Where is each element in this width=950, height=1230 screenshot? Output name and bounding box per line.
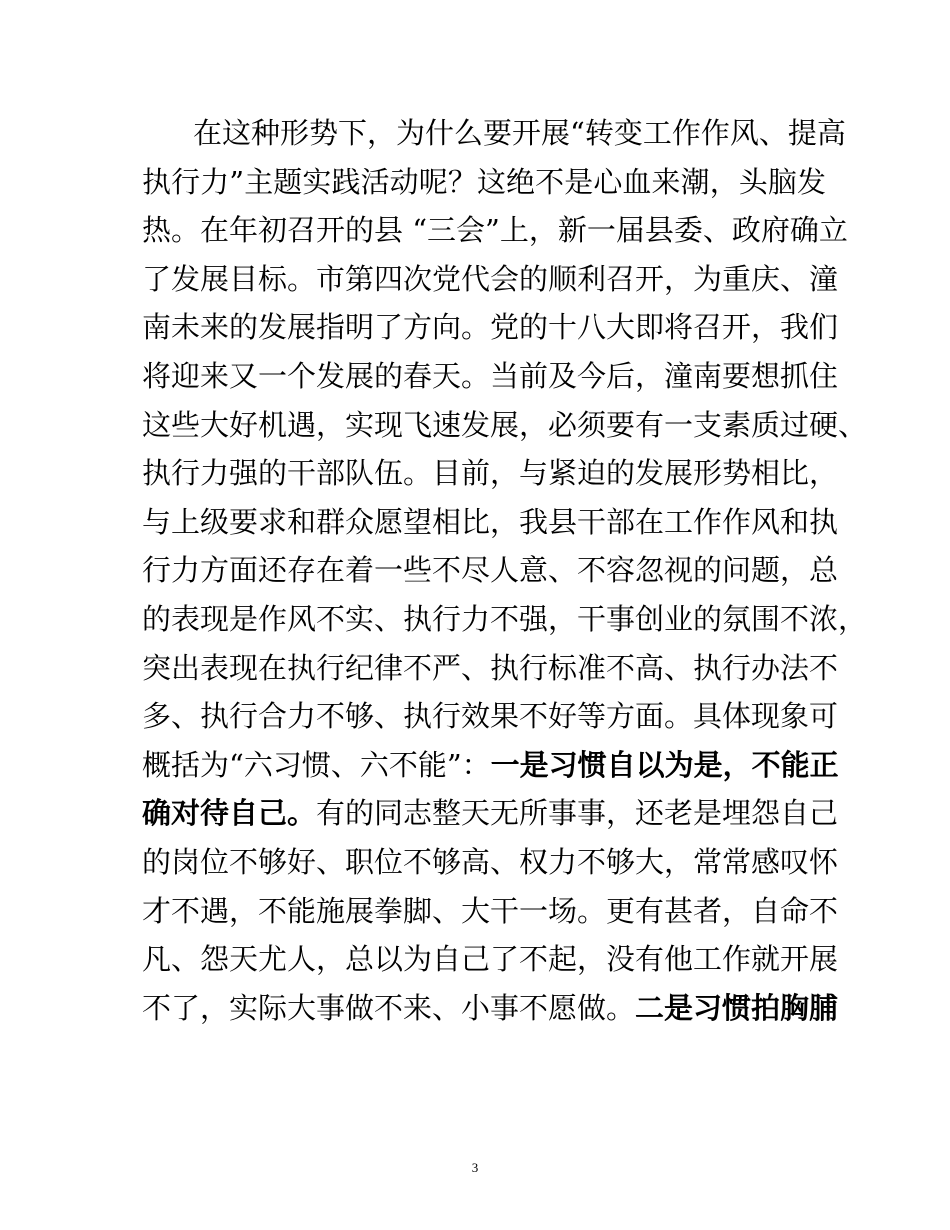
text-line bbox=[142, 449, 839, 497]
text-segment: 执行力强的干部队伍。目前，与紧迫的发展形势相比， bbox=[142, 456, 839, 491]
text-segment: 的岗位不够好、职位不够高、权力不够大，常常感叹怀 bbox=[142, 845, 839, 879]
bold-text-segment: 一是习惯自以为是，不能正 bbox=[490, 747, 839, 782]
text-segment: 了发展目标。市第四次党代会的顺利召开，为重庆、潼 bbox=[142, 261, 839, 296]
text-segment: 的表现是作风不实、执行力不强，干事创业的氛围不浓， bbox=[142, 602, 868, 636]
text-segment: 概括为“六习惯、六不能”： bbox=[142, 747, 491, 782]
text-segment: 将迎来又一个发展的春天。当前及今后，潼南要想抓住 bbox=[142, 359, 839, 393]
text-line bbox=[142, 789, 839, 837]
text-line bbox=[142, 595, 868, 643]
text-segment: 在这种形势下，为什么要开展“转变工作作风、提高 bbox=[193, 116, 846, 150]
text-line bbox=[142, 303, 839, 351]
text-segment: 南未来的发展指明了方向。党的十八大即将召开，我们 bbox=[142, 310, 839, 345]
bold-text-segment: 二是习惯拍胸脯 bbox=[635, 990, 839, 1025]
text-segment: 行力方面还存在着一些不尽人意、不容忽视的问题，总 bbox=[142, 553, 839, 588]
text-line bbox=[142, 352, 839, 400]
text-line bbox=[142, 255, 839, 303]
page-number: 3 bbox=[471, 1160, 479, 1175]
text-segment: 多、执行合力不够、执行效果不好等方面。具体现象可 bbox=[142, 699, 839, 734]
text-line bbox=[142, 935, 839, 983]
text-line bbox=[142, 887, 839, 935]
text-segment: 不了，实际大事做不来、小事不愿做。 bbox=[142, 990, 636, 1025]
text-segment: 与上级要求和群众愿望相比，我县干部在工作作风和执 bbox=[142, 504, 839, 539]
text-segment: 凡、怨天尤人，总以为自己了不起，没有他工作就开展 bbox=[142, 942, 839, 977]
text-line bbox=[142, 401, 868, 449]
text-line bbox=[142, 984, 839, 1032]
text-segment: 热。在年初召开的县 “三会”上，新一届县委、政府确立 bbox=[142, 213, 848, 248]
text-line bbox=[142, 206, 848, 254]
text-line bbox=[142, 546, 839, 594]
text-line bbox=[142, 838, 839, 886]
text-line bbox=[142, 158, 826, 206]
text-line bbox=[142, 741, 839, 789]
text-segment: 有的同志整天无所事事，还老是埋怨自己 bbox=[316, 796, 839, 831]
text-segment: 才不遇，不能施展拳脚、大干一场。更有甚者，自命不 bbox=[142, 893, 839, 928]
bold-text-segment: 确对待自己。 bbox=[142, 796, 317, 831]
text-segment: 执行力”主题实践活动呢？这绝不是心血来潮，头脑发 bbox=[142, 164, 826, 199]
text-line bbox=[142, 692, 839, 740]
text-segment: 突出表现在执行纪律不严、执行标准不高、执行办法不 bbox=[142, 650, 839, 685]
text-line bbox=[142, 498, 839, 546]
text-segment: 这些大好机遇，实现飞速发展，必须要有一支素质过硬、 bbox=[142, 407, 868, 442]
text-line bbox=[142, 644, 839, 692]
text-line bbox=[193, 109, 846, 157]
